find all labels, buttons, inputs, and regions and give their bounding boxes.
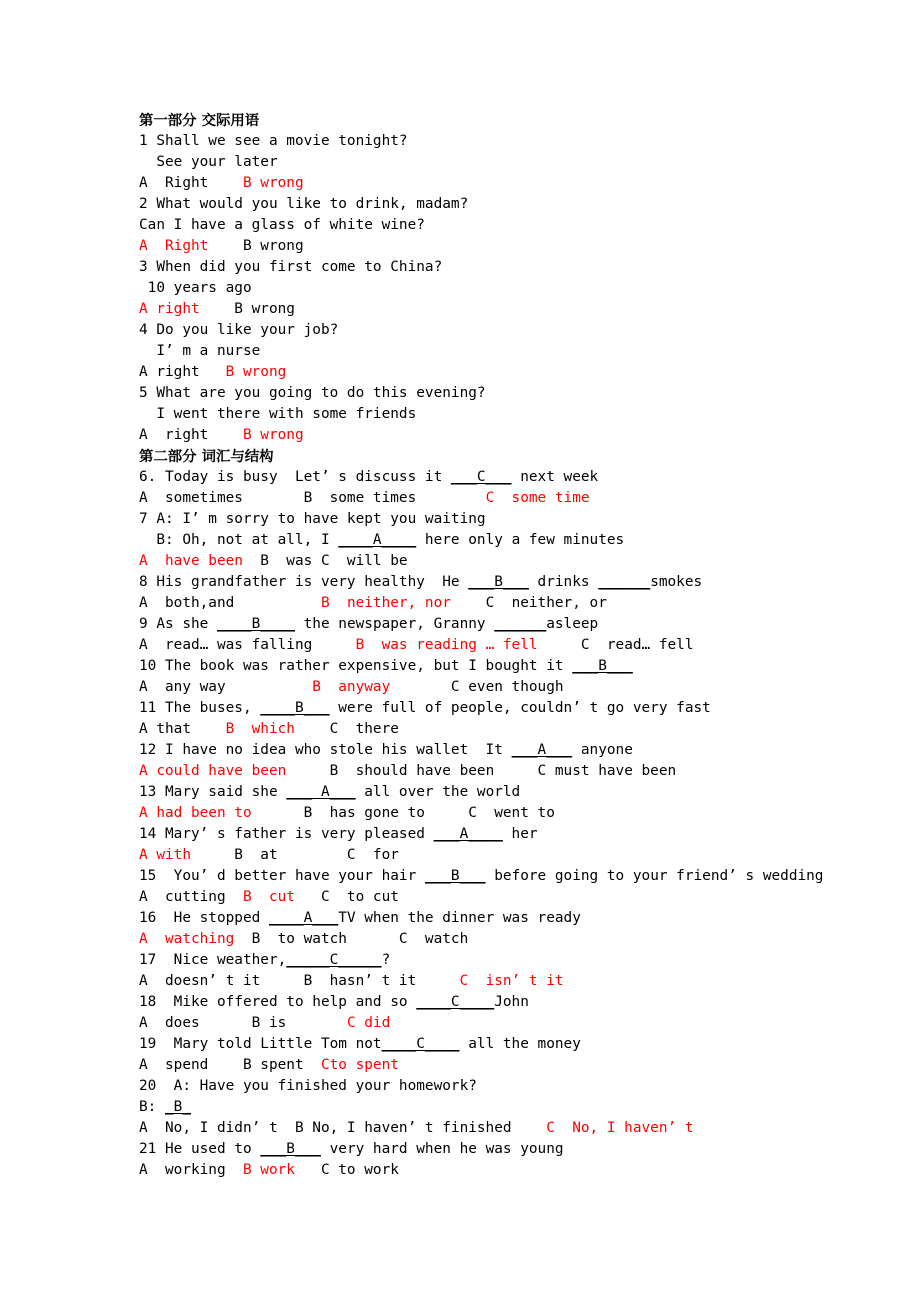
question-line bbox=[139, 488, 899, 509]
line-text: 20 A: Have you finished your homework? bbox=[139, 1078, 477, 1094]
answer-blank: ____B____ bbox=[216, 616, 295, 632]
line-text: 16 He stopped bbox=[139, 910, 269, 926]
answer-blank: ___ A___ bbox=[286, 784, 356, 800]
line-text: the newspaper, Granny bbox=[294, 616, 495, 632]
question-line bbox=[139, 509, 899, 530]
answer-text: C did bbox=[346, 1015, 391, 1031]
answer-blank: ___B___ bbox=[260, 1141, 321, 1157]
line-text: A both,and bbox=[139, 595, 321, 611]
question-line bbox=[139, 761, 899, 782]
line-text: 13 Mary said she bbox=[139, 784, 287, 800]
question-line bbox=[139, 908, 899, 929]
line-text: anyone bbox=[572, 742, 633, 758]
question-line bbox=[139, 740, 899, 761]
question-line bbox=[139, 257, 899, 278]
question-line bbox=[139, 1097, 899, 1118]
line-text: A that bbox=[139, 721, 226, 737]
answer-text: A had been to bbox=[139, 805, 252, 821]
question-line bbox=[139, 866, 899, 887]
question-line bbox=[139, 299, 899, 320]
line-text: smokes bbox=[650, 574, 703, 590]
answer-text: B wrong bbox=[225, 364, 287, 380]
line-text: A right bbox=[139, 427, 243, 443]
answer-text: A could have been bbox=[139, 763, 287, 779]
line-text: 10 The book was rather expensive, but I bought it bbox=[139, 658, 573, 674]
worksheet-page bbox=[139, 110, 899, 1181]
line-text: 5 What are you going to do this evening? bbox=[139, 385, 486, 401]
question-line bbox=[139, 1118, 899, 1139]
question-line bbox=[139, 824, 899, 845]
line-text: all the money bbox=[459, 1036, 581, 1052]
line-text: 8 His grandfather is very healthy He bbox=[139, 574, 469, 590]
question-line bbox=[139, 1034, 899, 1055]
question-line bbox=[139, 950, 899, 971]
answer-text: B anyway bbox=[312, 679, 391, 695]
question-line bbox=[139, 152, 899, 173]
line-text: 3 When did you first come to China? bbox=[139, 259, 443, 275]
section-heading bbox=[139, 110, 899, 131]
question-line bbox=[139, 530, 899, 551]
answer-blank: ___A____ bbox=[433, 826, 503, 842]
question-line bbox=[139, 971, 899, 992]
line-text: See your later bbox=[139, 154, 278, 170]
question-line bbox=[139, 1055, 899, 1076]
question-line bbox=[139, 698, 899, 719]
question-line bbox=[139, 929, 899, 950]
answer-blank: ____C____ bbox=[416, 994, 495, 1010]
line-text: 7 A: I’ m sorry to have kept you waiting bbox=[139, 511, 486, 527]
question-line bbox=[139, 572, 899, 593]
question-line bbox=[139, 278, 899, 299]
line-text: A sometimes B some times bbox=[139, 490, 486, 506]
answer-blank: ___B___ bbox=[468, 574, 529, 590]
line-text: 17 Nice weather, bbox=[139, 952, 287, 968]
line-text: were full of people, couldn’ t go very fast bbox=[329, 700, 711, 716]
question-line bbox=[139, 782, 899, 803]
line-text: 12 I have no idea who stole his wallet It bbox=[139, 742, 512, 758]
line-text: 2 What would you like to drink, madam? bbox=[139, 196, 469, 212]
line-text: 1 Shall we see a movie tonight? bbox=[139, 133, 408, 149]
line-text: C even though bbox=[390, 679, 564, 695]
question-line bbox=[139, 173, 899, 194]
question-line bbox=[139, 194, 899, 215]
answer-blank: ______ bbox=[494, 616, 547, 632]
question-line bbox=[139, 845, 899, 866]
line-text: 15 You’ d better have your hair bbox=[139, 868, 425, 884]
line-text: A cutting bbox=[139, 889, 243, 905]
line-text: A doesn’ t it B hasn’ t it bbox=[139, 973, 460, 989]
answer-blank: _B_ bbox=[165, 1099, 191, 1115]
line-text: 14 Mary’ s father is very pleased bbox=[139, 826, 434, 842]
line-text: asleep bbox=[546, 616, 599, 632]
answer-text: B wrong bbox=[242, 175, 304, 191]
line-text: A right bbox=[139, 364, 226, 380]
answer-blank: ______ bbox=[598, 574, 651, 590]
answer-blank: ____C____ bbox=[381, 1036, 460, 1052]
line-text: 19 Mary told Little Tom not bbox=[139, 1036, 382, 1052]
line-text: 18 Mike offered to help and so bbox=[139, 994, 417, 1010]
question-line bbox=[139, 1076, 899, 1097]
answer-text: C some time bbox=[485, 490, 590, 506]
line-text: next week bbox=[511, 469, 599, 485]
question-line bbox=[139, 677, 899, 698]
question-line bbox=[139, 593, 899, 614]
line-text: B was C will be bbox=[242, 553, 408, 569]
question-line bbox=[139, 383, 899, 404]
line-text: B should have been C must have been bbox=[286, 763, 677, 779]
line-text: drinks bbox=[528, 574, 599, 590]
answer-blank: ___B___ bbox=[424, 868, 486, 884]
line-text: A spend B spent bbox=[139, 1057, 321, 1073]
question-line bbox=[139, 341, 899, 362]
line-text: B wrong bbox=[208, 238, 304, 254]
question-line bbox=[139, 887, 899, 908]
line-text: 11 The buses, bbox=[139, 700, 261, 716]
question-line bbox=[139, 1013, 899, 1034]
line-text: B to watch C watch bbox=[234, 931, 469, 947]
answer-blank: ____A___ bbox=[268, 910, 339, 926]
line-text: B: Oh, not at all, I bbox=[139, 532, 339, 548]
line-text: C neither, or bbox=[450, 595, 607, 611]
line-text: John bbox=[494, 994, 529, 1010]
answer-text: B work bbox=[242, 1162, 295, 1178]
answer-text: B which bbox=[225, 721, 295, 737]
line-text: 第二部分 词汇与结构 bbox=[139, 448, 274, 465]
line-text: A does B is bbox=[139, 1015, 347, 1031]
question-line bbox=[139, 551, 899, 572]
answer-text: A have been bbox=[139, 553, 243, 569]
answer-text: B wrong bbox=[242, 427, 304, 443]
line-text: I’ m a nurse bbox=[139, 343, 261, 359]
answer-text: B neither, nor bbox=[320, 595, 451, 611]
line-text: A working bbox=[139, 1162, 243, 1178]
line-text: 第一部分 交际用语 bbox=[139, 112, 260, 129]
question-line bbox=[139, 404, 899, 425]
line-text: 6. Today is busy Let’ s discuss it bbox=[139, 469, 451, 485]
question-line bbox=[139, 719, 899, 740]
line-text: B wrong bbox=[199, 301, 295, 317]
question-line bbox=[139, 803, 899, 824]
line-text: 4 Do you like your job? bbox=[139, 322, 339, 338]
line-text: ? bbox=[381, 952, 391, 968]
line-text: C to work bbox=[294, 1162, 399, 1178]
line-text: I went there with some friends bbox=[139, 406, 417, 422]
line-text: Can I have a glass of white wine? bbox=[139, 217, 425, 233]
answer-text: A with bbox=[139, 847, 191, 863]
line-text: 10 years ago bbox=[139, 280, 252, 296]
answer-text: B was reading … fell bbox=[355, 637, 538, 653]
line-text: B: bbox=[139, 1099, 165, 1115]
line-text: B at C for bbox=[190, 847, 399, 863]
question-line bbox=[139, 1160, 899, 1181]
question-line bbox=[139, 614, 899, 635]
question-line bbox=[139, 635, 899, 656]
section-heading bbox=[139, 446, 899, 467]
answer-blank: ___B___ bbox=[572, 658, 633, 674]
line-text: before going to your friend’ s wedding bbox=[485, 868, 824, 884]
answer-text: A watching bbox=[139, 931, 235, 947]
line-text: C there bbox=[294, 721, 399, 737]
question-line bbox=[139, 131, 899, 152]
answer-text: C No, I haven’ t bbox=[546, 1120, 694, 1136]
answer-text: A Right bbox=[139, 238, 209, 254]
answer-blank: ___C___ bbox=[450, 469, 512, 485]
question-line bbox=[139, 425, 899, 446]
line-text: C read… fell bbox=[537, 637, 694, 653]
question-line bbox=[139, 236, 899, 257]
line-text: A read… was falling bbox=[139, 637, 356, 653]
answer-text: B cut bbox=[242, 889, 295, 905]
answer-blank: ____A____ bbox=[338, 532, 417, 548]
question-line bbox=[139, 467, 899, 488]
line-text: 21 He used to bbox=[139, 1141, 261, 1157]
question-line bbox=[139, 656, 899, 677]
question-line bbox=[139, 1139, 899, 1160]
line-text: all over the world bbox=[355, 784, 521, 800]
line-text: A Right bbox=[139, 175, 243, 191]
answer-blank: ___A___ bbox=[511, 742, 573, 758]
question-line bbox=[139, 992, 899, 1013]
line-text: A No, I didn’ t B No, I haven’ t finished bbox=[139, 1120, 547, 1136]
line-text: B has gone to C went to bbox=[251, 805, 555, 821]
answer-text: C isn’ t it bbox=[459, 973, 564, 989]
answer-text: Cto spent bbox=[320, 1057, 399, 1073]
answer-blank: _____C_____ bbox=[286, 952, 382, 968]
line-text: 9 As she bbox=[139, 616, 217, 632]
question-line bbox=[139, 215, 899, 236]
answer-text: A right bbox=[139, 301, 200, 317]
answer-blank: ____B___ bbox=[260, 700, 330, 716]
line-text: very hard when he was young bbox=[320, 1141, 564, 1157]
question-line bbox=[139, 362, 899, 383]
line-text: here only a few minutes bbox=[416, 532, 625, 548]
line-text: A any way bbox=[139, 679, 313, 695]
question-line bbox=[139, 320, 899, 341]
line-text: C to cut bbox=[294, 889, 399, 905]
line-text: her bbox=[502, 826, 538, 842]
line-text: TV when the dinner was ready bbox=[338, 910, 581, 926]
